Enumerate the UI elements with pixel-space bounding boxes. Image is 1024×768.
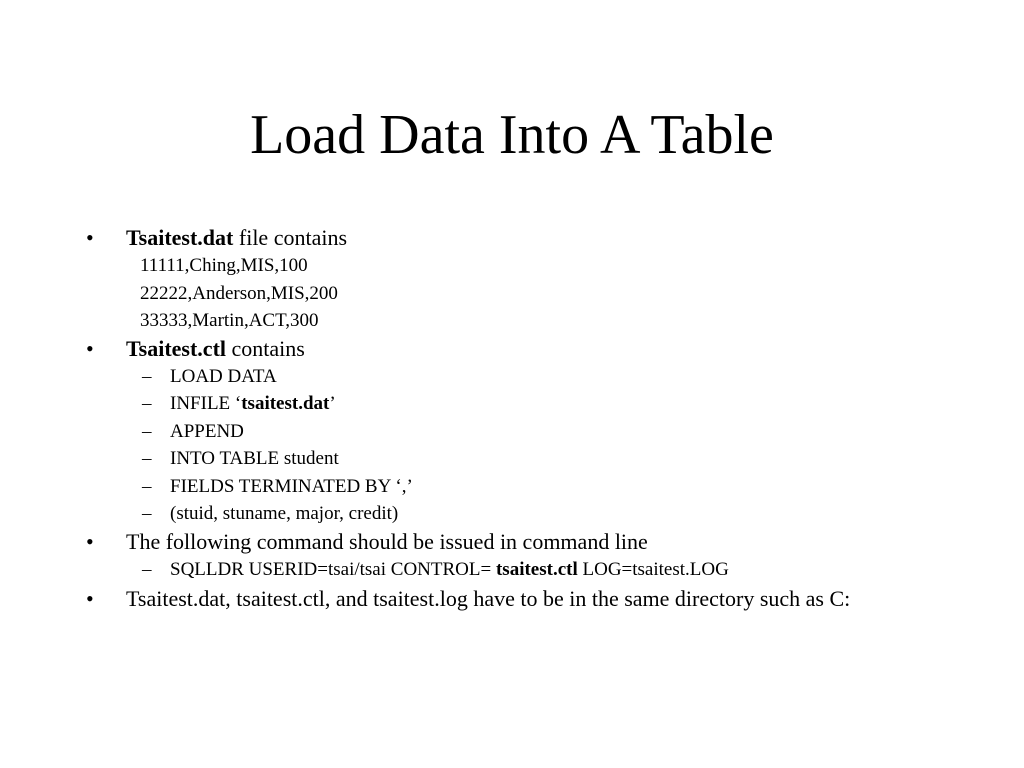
ctl-item-infile: – INFILE ‘tsaitest.dat’ bbox=[86, 390, 926, 418]
bullet-icon: • bbox=[86, 335, 94, 361]
data-line-1: 11111,Ching,MIS,100 bbox=[140, 255, 308, 276]
bullet-text: Tsaitest.dat, tsaitest.ctl, and tsaitest.log have to be in the same directory such as C: bbox=[126, 586, 851, 611]
slide-body bbox=[86, 224, 926, 612]
command-line: – SQLLDR USERID=tsai/tsai CONTROL= tsaitest.ctl LOG=tsaitest.LOG bbox=[86, 556, 926, 584]
bullet-dat-file bbox=[86, 224, 926, 252]
data-line-3: 33333,Martin,ACT,300 bbox=[140, 310, 319, 331]
dash-icon: – bbox=[142, 448, 152, 469]
command-ctl-filename: tsaitest.ctl bbox=[495, 558, 578, 580]
bullet-text: file contains bbox=[233, 225, 348, 250]
dash-icon: – bbox=[142, 503, 152, 524]
dash-icon: – bbox=[142, 558, 152, 580]
dash-icon: – bbox=[142, 393, 152, 414]
infile-filename: tsaitest.dat bbox=[241, 393, 330, 414]
dash-icon: – bbox=[142, 365, 152, 387]
bullet-directory bbox=[86, 585, 926, 612]
ctl-item-fields: – FIELDS TERMINATED BY ‘,’ bbox=[86, 473, 926, 501]
bullet-command bbox=[86, 528, 926, 556]
dash-icon: – bbox=[142, 420, 152, 442]
bullet-text: contains bbox=[226, 335, 305, 361]
slide-title: Load Data Into A Table bbox=[250, 104, 774, 166]
ctl-item-columns: – (stuid, stuname, major, credit) bbox=[86, 500, 926, 528]
bullet-icon: • bbox=[86, 528, 94, 554]
ctl-item-load: – LOAD DATA bbox=[86, 363, 926, 391]
data-line-2: 22222,Anderson,MIS,200 bbox=[140, 282, 338, 304]
bullet-icon: • bbox=[86, 586, 94, 611]
ctl-filename: Tsaitest.ctl bbox=[126, 335, 227, 361]
dat-filename: Tsaitest.dat bbox=[126, 225, 234, 250]
dash-icon: – bbox=[142, 475, 152, 497]
bullet-ctl-file bbox=[86, 335, 926, 363]
bullet-icon: • bbox=[86, 225, 94, 250]
ctl-item-into: – INTO TABLE student bbox=[86, 445, 926, 473]
bullet-text: The following command should be issued in command line bbox=[126, 528, 648, 554]
ctl-item-append: – APPEND bbox=[86, 418, 926, 446]
